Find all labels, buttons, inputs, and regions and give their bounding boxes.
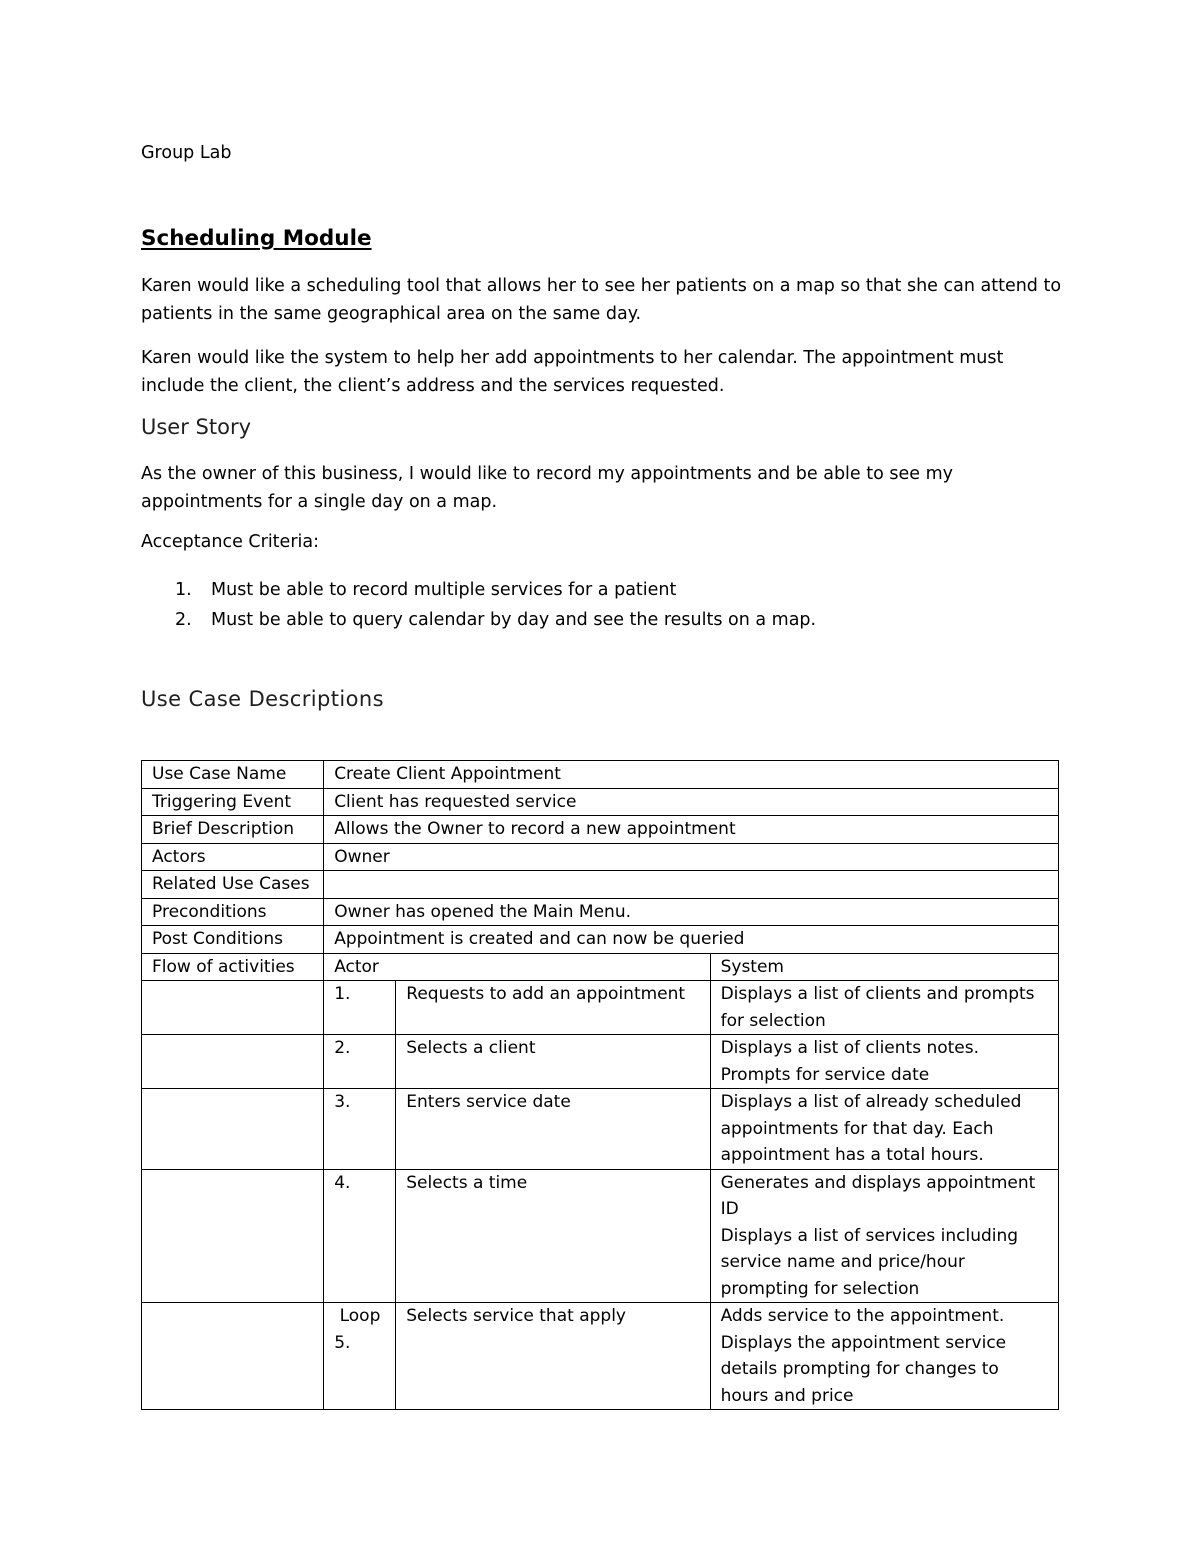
system-line: details prompting for changes to: [720, 1359, 999, 1379]
flow-step-row: [142, 981, 1059, 1035]
group-label: Group Lab: [141, 143, 232, 163]
system-line: for selection: [720, 1010, 826, 1031]
flow-header-row: [142, 953, 1059, 981]
system-response: [710, 1035, 1058, 1089]
flow-step-row: [142, 1089, 1059, 1170]
row-value: Client has requested service: [324, 788, 1059, 816]
appointment-line: Karen would like the system to help her add appointments to her calendar. The appointment must: [141, 348, 1004, 368]
row-value: Owner: [324, 843, 1059, 871]
flow-step-row: [142, 1035, 1059, 1089]
step-number-line: Loop: [334, 1306, 381, 1326]
empty-cell: [142, 1169, 324, 1303]
system-response: [710, 1089, 1058, 1170]
system-response: [710, 1303, 1058, 1410]
story-line: appointments for a single day on a map.: [141, 492, 498, 512]
row-label: Post Conditions: [142, 926, 324, 954]
criteria-text: Must be able to query calendar by day and see the results on a map.: [211, 610, 817, 630]
system-line: appointment has a total hours.: [720, 1145, 984, 1165]
table-row: [142, 816, 1059, 844]
system-line: Generates and displays appointment: [720, 1172, 1036, 1193]
step-number: 4.: [324, 1169, 396, 1303]
table-row: [142, 926, 1059, 954]
flow-label: Flow of activities: [142, 953, 324, 981]
system-line: hours and price: [720, 1385, 854, 1406]
system-line: Displays a list of services including: [720, 1225, 1019, 1246]
acceptance-criteria-list: [141, 575, 1041, 635]
system-line: Displays a list of clients and prompts: [720, 984, 1035, 1004]
criteria-number: 1.: [175, 580, 192, 600]
step-number: 3.: [324, 1089, 396, 1170]
acceptance-criteria-label: Acceptance Criteria:: [141, 532, 319, 552]
actor-action: Selects a client: [396, 1035, 710, 1089]
row-label: Brief Description: [142, 816, 324, 844]
criteria-number: 2.: [175, 610, 192, 630]
actor-action: Requests to add an appointment: [396, 981, 710, 1035]
system-line: Displays a list of clients notes.: [720, 1038, 980, 1058]
actor-action: Selects service that apply: [396, 1303, 710, 1410]
empty-cell: [142, 1303, 324, 1410]
system-line: Displays the appointment service: [720, 1332, 1007, 1353]
step-number: [324, 1303, 396, 1410]
row-value: [324, 871, 1059, 899]
system-line: appointments for that day. Each: [720, 1118, 994, 1139]
actor-header: Actor: [324, 953, 710, 981]
criteria-text: Must be able to record multiple services for a patient: [211, 580, 677, 600]
system-line: Adds service to the appointment.: [720, 1306, 1005, 1326]
row-value: Owner has opened the Main Menu.: [324, 898, 1059, 926]
step-number: 2.: [324, 1035, 396, 1089]
row-value: Appointment is created and can now be queried: [324, 926, 1059, 954]
system-line: ID: [720, 1199, 739, 1219]
criteria-item: [141, 605, 1041, 635]
system-line: prompting for selection: [720, 1278, 920, 1299]
actor-action: Enters service date: [396, 1089, 710, 1170]
intro-line: Karen would like a scheduling tool that allows her to see her patients on a map so that she can attend to: [141, 276, 1062, 296]
table-row: [142, 788, 1059, 816]
appointment-line: include the client, the client’s address and the services requested.: [141, 376, 725, 396]
system-line: Displays a list of already scheduled: [720, 1092, 1022, 1112]
row-label: Triggering Event: [142, 788, 324, 816]
table-row: [142, 761, 1059, 789]
flow-step-row: [142, 1303, 1059, 1410]
appointment-paragraph: [141, 344, 1003, 400]
actor-action: Selects a time: [396, 1169, 710, 1303]
row-label: Preconditions: [142, 898, 324, 926]
row-label: Actors: [142, 843, 324, 871]
system-line: service name and price/hour: [720, 1252, 965, 1272]
step-number-line: 5.: [334, 1332, 351, 1353]
system-response: [710, 981, 1058, 1035]
intro-line: patients in the same geographical area on the same day.: [141, 304, 642, 324]
table-row: [142, 843, 1059, 871]
user-story-paragraph: [141, 460, 953, 516]
empty-cell: [142, 1035, 324, 1089]
step-number: 1.: [324, 981, 396, 1035]
empty-cell: [142, 981, 324, 1035]
table-row: [142, 871, 1059, 899]
row-label: Related Use Cases: [142, 871, 324, 899]
intro-paragraph: [141, 272, 1061, 328]
story-line: As the owner of this business, I would like to record my appointments and be able to see my: [141, 464, 953, 484]
use-case-table: [141, 760, 1059, 1410]
row-value: Create Client Appointment: [324, 761, 1059, 789]
module-title: Scheduling Module: [141, 226, 372, 251]
system-line: Prompts for service date: [720, 1064, 930, 1085]
criteria-item: [141, 575, 1041, 605]
empty-cell: [142, 1089, 324, 1170]
system-header: System: [710, 953, 1058, 981]
flow-step-row: [142, 1169, 1059, 1303]
row-label: Use Case Name: [142, 761, 324, 789]
use-case-heading: Use Case Descriptions: [141, 687, 384, 711]
user-story-heading: User Story: [141, 415, 252, 439]
row-value: Allows the Owner to record a new appointment: [324, 816, 1059, 844]
table-row: [142, 898, 1059, 926]
system-response: [710, 1169, 1058, 1303]
